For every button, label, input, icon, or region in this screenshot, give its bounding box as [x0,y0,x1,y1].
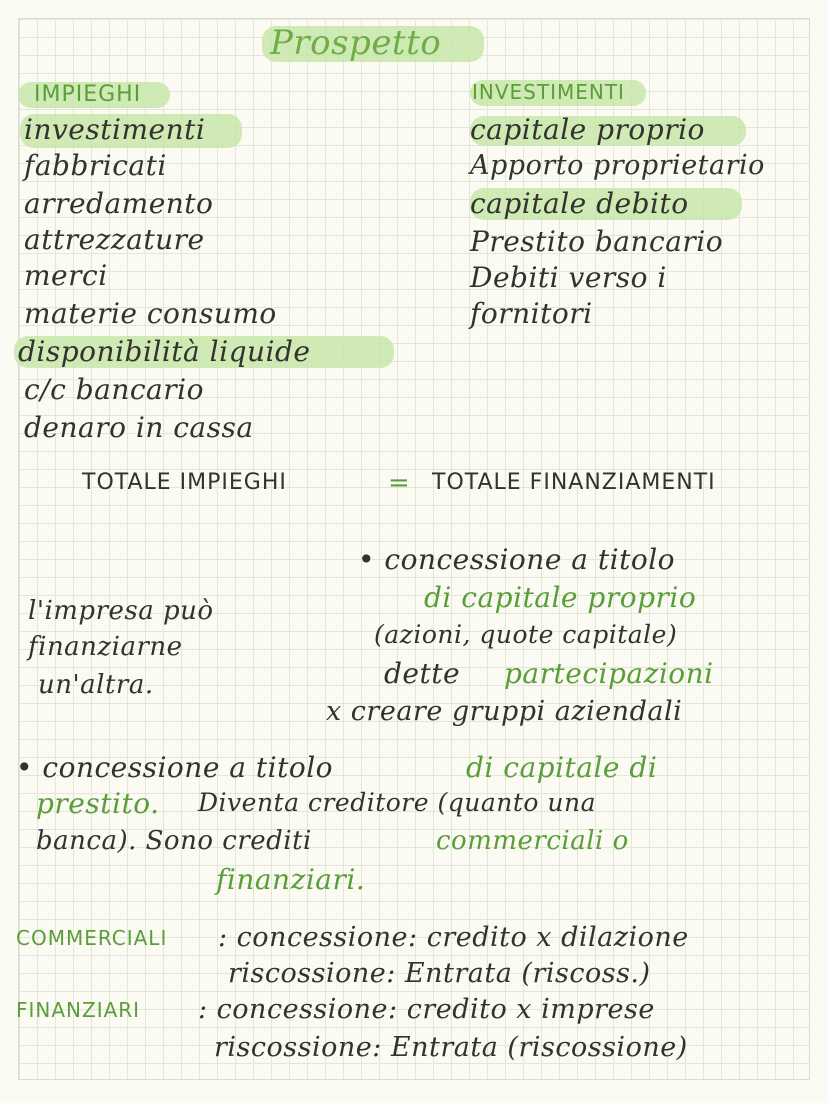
concession-prestito-line1-b: di capitale di [466,751,658,784]
concession-prestito-line1-a: • concessione a titolo [16,751,334,784]
investimenti-line: capitale proprio [470,113,705,146]
investimenti-line: Apporto proprietario [470,150,765,181]
impieghi-line: merci [24,259,108,292]
concession-proprio-line4-a: dette [384,657,461,690]
concession-prestito-line4: finanziari. [216,863,366,896]
concession-prestito-line3-a: banca). Sono crediti [36,826,312,856]
commerciali-line2: riscossione: Entrata (riscoss.) [228,958,651,989]
impieghi-line: arredamento [24,187,214,220]
finanziari-line1: : concessione: credito x imprese [198,994,655,1025]
investimenti-line: capitale debito [470,187,689,220]
equation-equals: = [388,468,411,498]
concession-prestito-line2-a: prestito. [36,787,160,820]
impieghi-line: materie consumo [24,297,277,330]
finanziari-label: FINANZIARI [16,998,141,1022]
concession-proprio-line1: • concessione a titolo [358,543,676,576]
side-note-line: finanziarne [28,632,183,662]
concession-proprio-line3: (azioni, quote capitale) [374,620,678,649]
impieghi-line: denaro in cassa [24,411,254,444]
impieghi-line: fabbricati [24,149,167,182]
equation-right: TOTALE FINANZIAMENTI [432,470,716,495]
commerciali-line1: : concessione: credito x dilazione [218,922,689,953]
investimenti-line: fornitori [470,297,593,330]
investimenti-line: Debiti verso i [470,261,667,294]
page-title: Prospetto [270,23,442,63]
impieghi-line: c/c bancario [24,373,204,406]
impieghi-heading: IMPIEGHI [34,82,142,107]
side-note-line: l'impresa può [28,596,214,626]
investimenti-heading: INVESTIMENTI [472,80,625,104]
impieghi-line: disponibilità liquide [18,335,311,368]
side-note-line: un'altra. [38,670,154,700]
concession-proprio-line5: x creare gruppi aziendali [326,696,683,727]
concession-proprio-line4-b: partecipazioni [504,657,714,690]
investimenti-line: Prestito bancario [470,225,724,258]
concession-prestito-line2-b: Diventa creditore (quanto una [198,788,597,817]
impieghi-line: investimenti [24,113,206,146]
finanziari-line2: riscossione: Entrata (riscossione) [214,1032,688,1063]
equation-left: TOTALE IMPIEGHI [82,470,287,495]
commerciali-label: COMMERCIALI [16,926,168,950]
concession-proprio-line2: di capitale proprio [424,581,697,614]
impieghi-line: attrezzature [24,223,205,256]
concession-prestito-line3-b: commerciali o [436,826,629,856]
